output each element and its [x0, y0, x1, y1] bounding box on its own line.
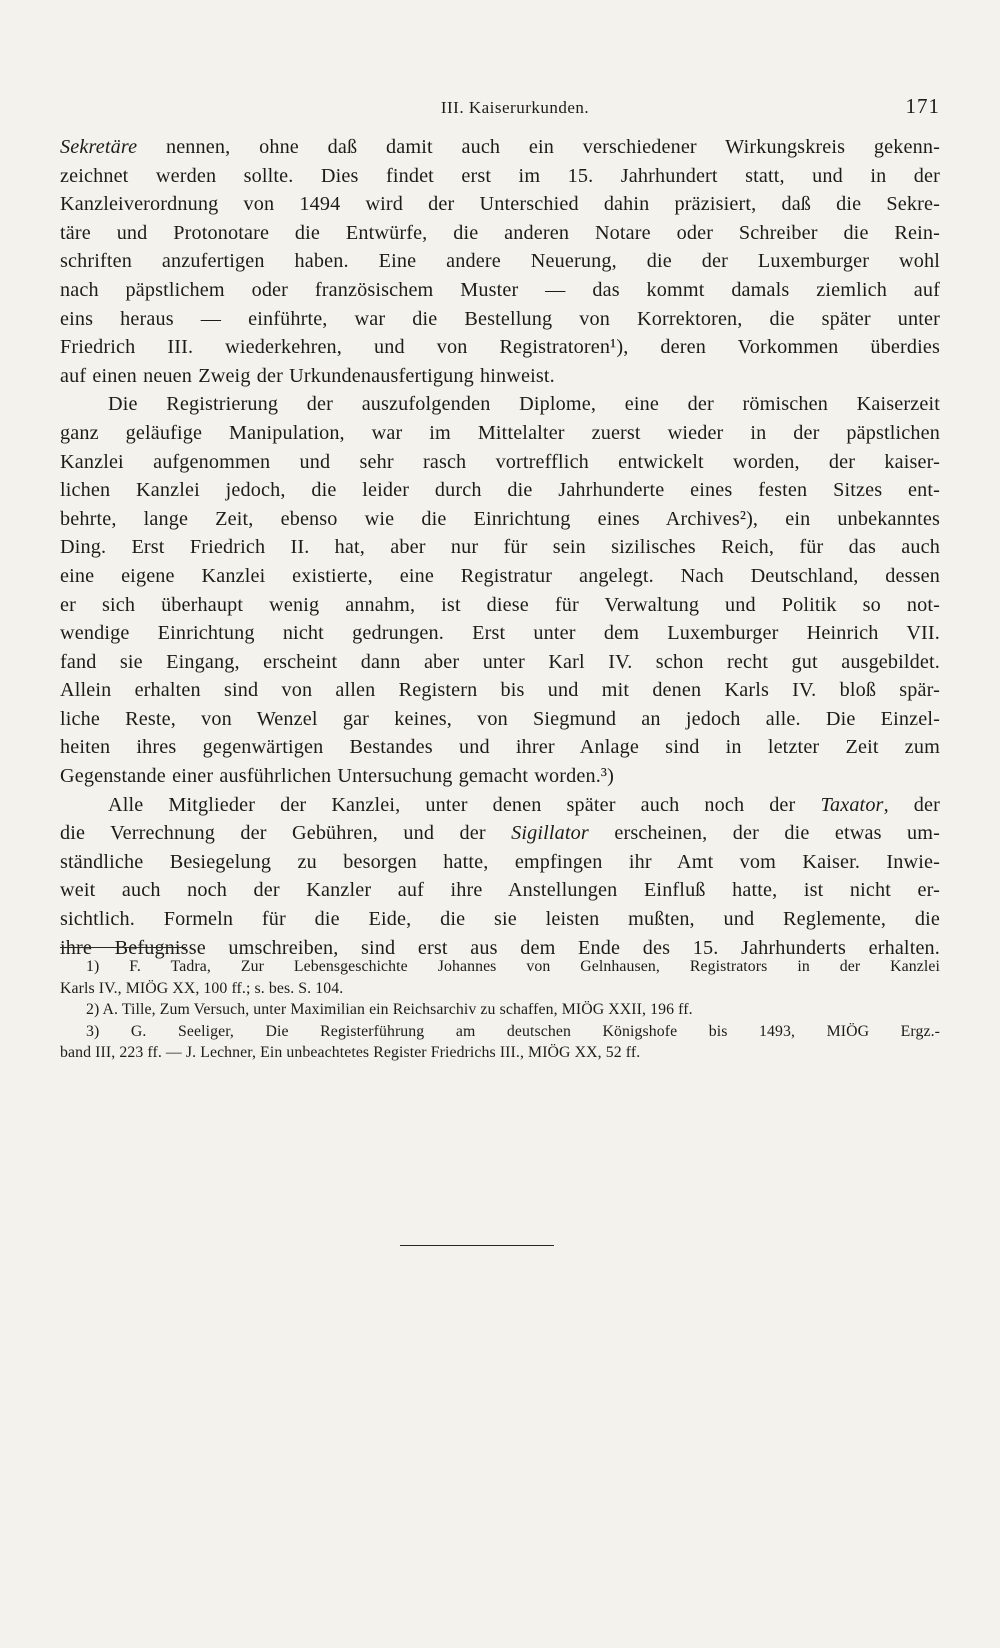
body-line: behrte, lange Zeit, ebenso wie die Einrichtung eines Archives²), ein unbekanntes [60, 507, 940, 530]
body-line: ihre Befugnisse umschreiben, sind erst aus dem Ende des 15. Jahrhunderts erhalten. [60, 936, 940, 959]
footnote-line: band III, 223 ff. — J. Lechner, Ein unbeachtetes Register Friedrichs III., MIÖG XX, 52 ff. [60, 1044, 641, 1061]
running-title: III. Kaiserurkunden. [440, 98, 590, 117]
body-text [60, 133, 940, 962]
body-line: Alle Mitglieder der Kanzlei, unter denen später auch noch der Taxator, der [108, 793, 941, 816]
footnotes [60, 956, 940, 1064]
body-line: lichen Kanzlei jedoch, die leider durch die Jahrhunderte eines festen Sitzes ent- [60, 479, 940, 502]
italic-term: Taxator [820, 793, 884, 816]
body-line: Kanzlei aufgenommen und sehr rasch vortrefflich entwickelt worden, der kaiser- [60, 450, 940, 473]
body-line: sichtlich. Formeln für die Eide, die sie leisten mußten, und Reglemente, die [60, 908, 940, 931]
end-rule [400, 1245, 554, 1246]
body-line: Allein erhalten sind von allen Registern bis und mit denen Karls IV. bloß spär- [60, 679, 940, 702]
body-line: auf einen neuen Zweig der Urkundenausfertigung hinweist. [60, 364, 555, 387]
body-line: schriften anzufertigen haben. Eine andere Neuerung, die der Luxemburger wohl [60, 250, 940, 273]
body-line: weit auch noch der Kanzler auf ihre Anstellungen Einfluß hatte, ist nicht er- [60, 879, 940, 902]
page-number: 171 [905, 94, 940, 118]
body-line: zeichnet werden sollte. Dies findet erst im 15. Jahrhundert statt, und in der [60, 164, 940, 187]
running-head [60, 94, 940, 134]
footnote-line: 1) F. Tadra, Zur Lebensgeschichte Johannes von Gelnhausen, Registrators in der Kanzlei [86, 958, 940, 975]
footnote-line: 3) G. Seeliger, Die Registerführung am deutschen Königshofe bis 1493, MIÖG Ergz.- [86, 1022, 940, 1040]
body-line: täre und Protonotare die Entwürfe, die anderen Notare oder Schreiber die Rein- [60, 221, 940, 244]
body-line: die Verrechnung der Gebühren, und der Sigillator erscheinen, der die etwas um- [60, 822, 940, 845]
footnote-line: Karls IV., MIÖG XX, 100 ff.; s. bes. S. 104. [60, 979, 344, 997]
italic-term: Sekretäre [60, 136, 138, 158]
body-line: liche Reste, von Wenzel gar keines, von Siegmund an jedoch alle. Die Einzel- [60, 707, 940, 730]
body-line: eins heraus — einführte, war die Bestellung von Korrektoren, die später unter [60, 307, 940, 330]
body-line: Gegenstande einer ausführlichen Untersuchung gemacht worden.³) [60, 765, 614, 788]
body-line: er sich überhaupt wenig annahm, ist diese für Verwaltung und Politik so not- [60, 593, 940, 616]
footnote-separator [60, 947, 186, 948]
body-line: Sekretäre nennen, ohne daß damit auch ein verschiedener Wirkungskreis gekenn- [60, 136, 940, 158]
body-line: wendige Einrichtung nicht gedrungen. Erst unter dem Luxemburger Heinrich VII. [60, 622, 940, 645]
body-line: nach päpstlichem oder französischem Muster — das kommt damals ziemlich auf [60, 278, 940, 301]
footnote-line: 2) A. Tille, Zum Versuch, unter Maximilian ein Reichsarchiv zu schaffen, MIÖG XXII, 196 ff. [86, 1001, 693, 1018]
body-line: ganz geläufige Manipulation, war im Mittelalter zuerst wieder in der päpstlichen [60, 421, 940, 444]
body-line: Ding. Erst Friedrich II. hat, aber nur für sein sizilisches Reich, für das auch [60, 536, 940, 559]
body-line: Friedrich III. wiederkehren, und von Registratoren¹), deren Vorkommen überdies [60, 336, 940, 359]
body-line: fand sie Eingang, erscheint dann aber unter Karl IV. schon recht gut ausgebildet. [60, 650, 940, 673]
body-line: Kanzleiverordnung von 1494 wird der Unterschied dahin präzisiert, daß die Sekre- [60, 193, 940, 216]
body-line: heiten ihres gegenwärtigen Bestandes und ihrer Anlage sind in letzter Zeit zum [60, 736, 940, 759]
body-line: ständliche Besiegelung zu besorgen hatte, empfingen ihr Amt vom Kaiser. Inwie- [60, 850, 940, 873]
body-line: Die Registrierung der auszufolgenden Diplome, eine der römischen Kaiserzeit [108, 393, 940, 416]
body-line: eine eigene Kanzlei existierte, eine Registratur angelegt. Nach Deutschland, dessen [60, 564, 940, 587]
italic-term: Sigillator [511, 822, 589, 845]
